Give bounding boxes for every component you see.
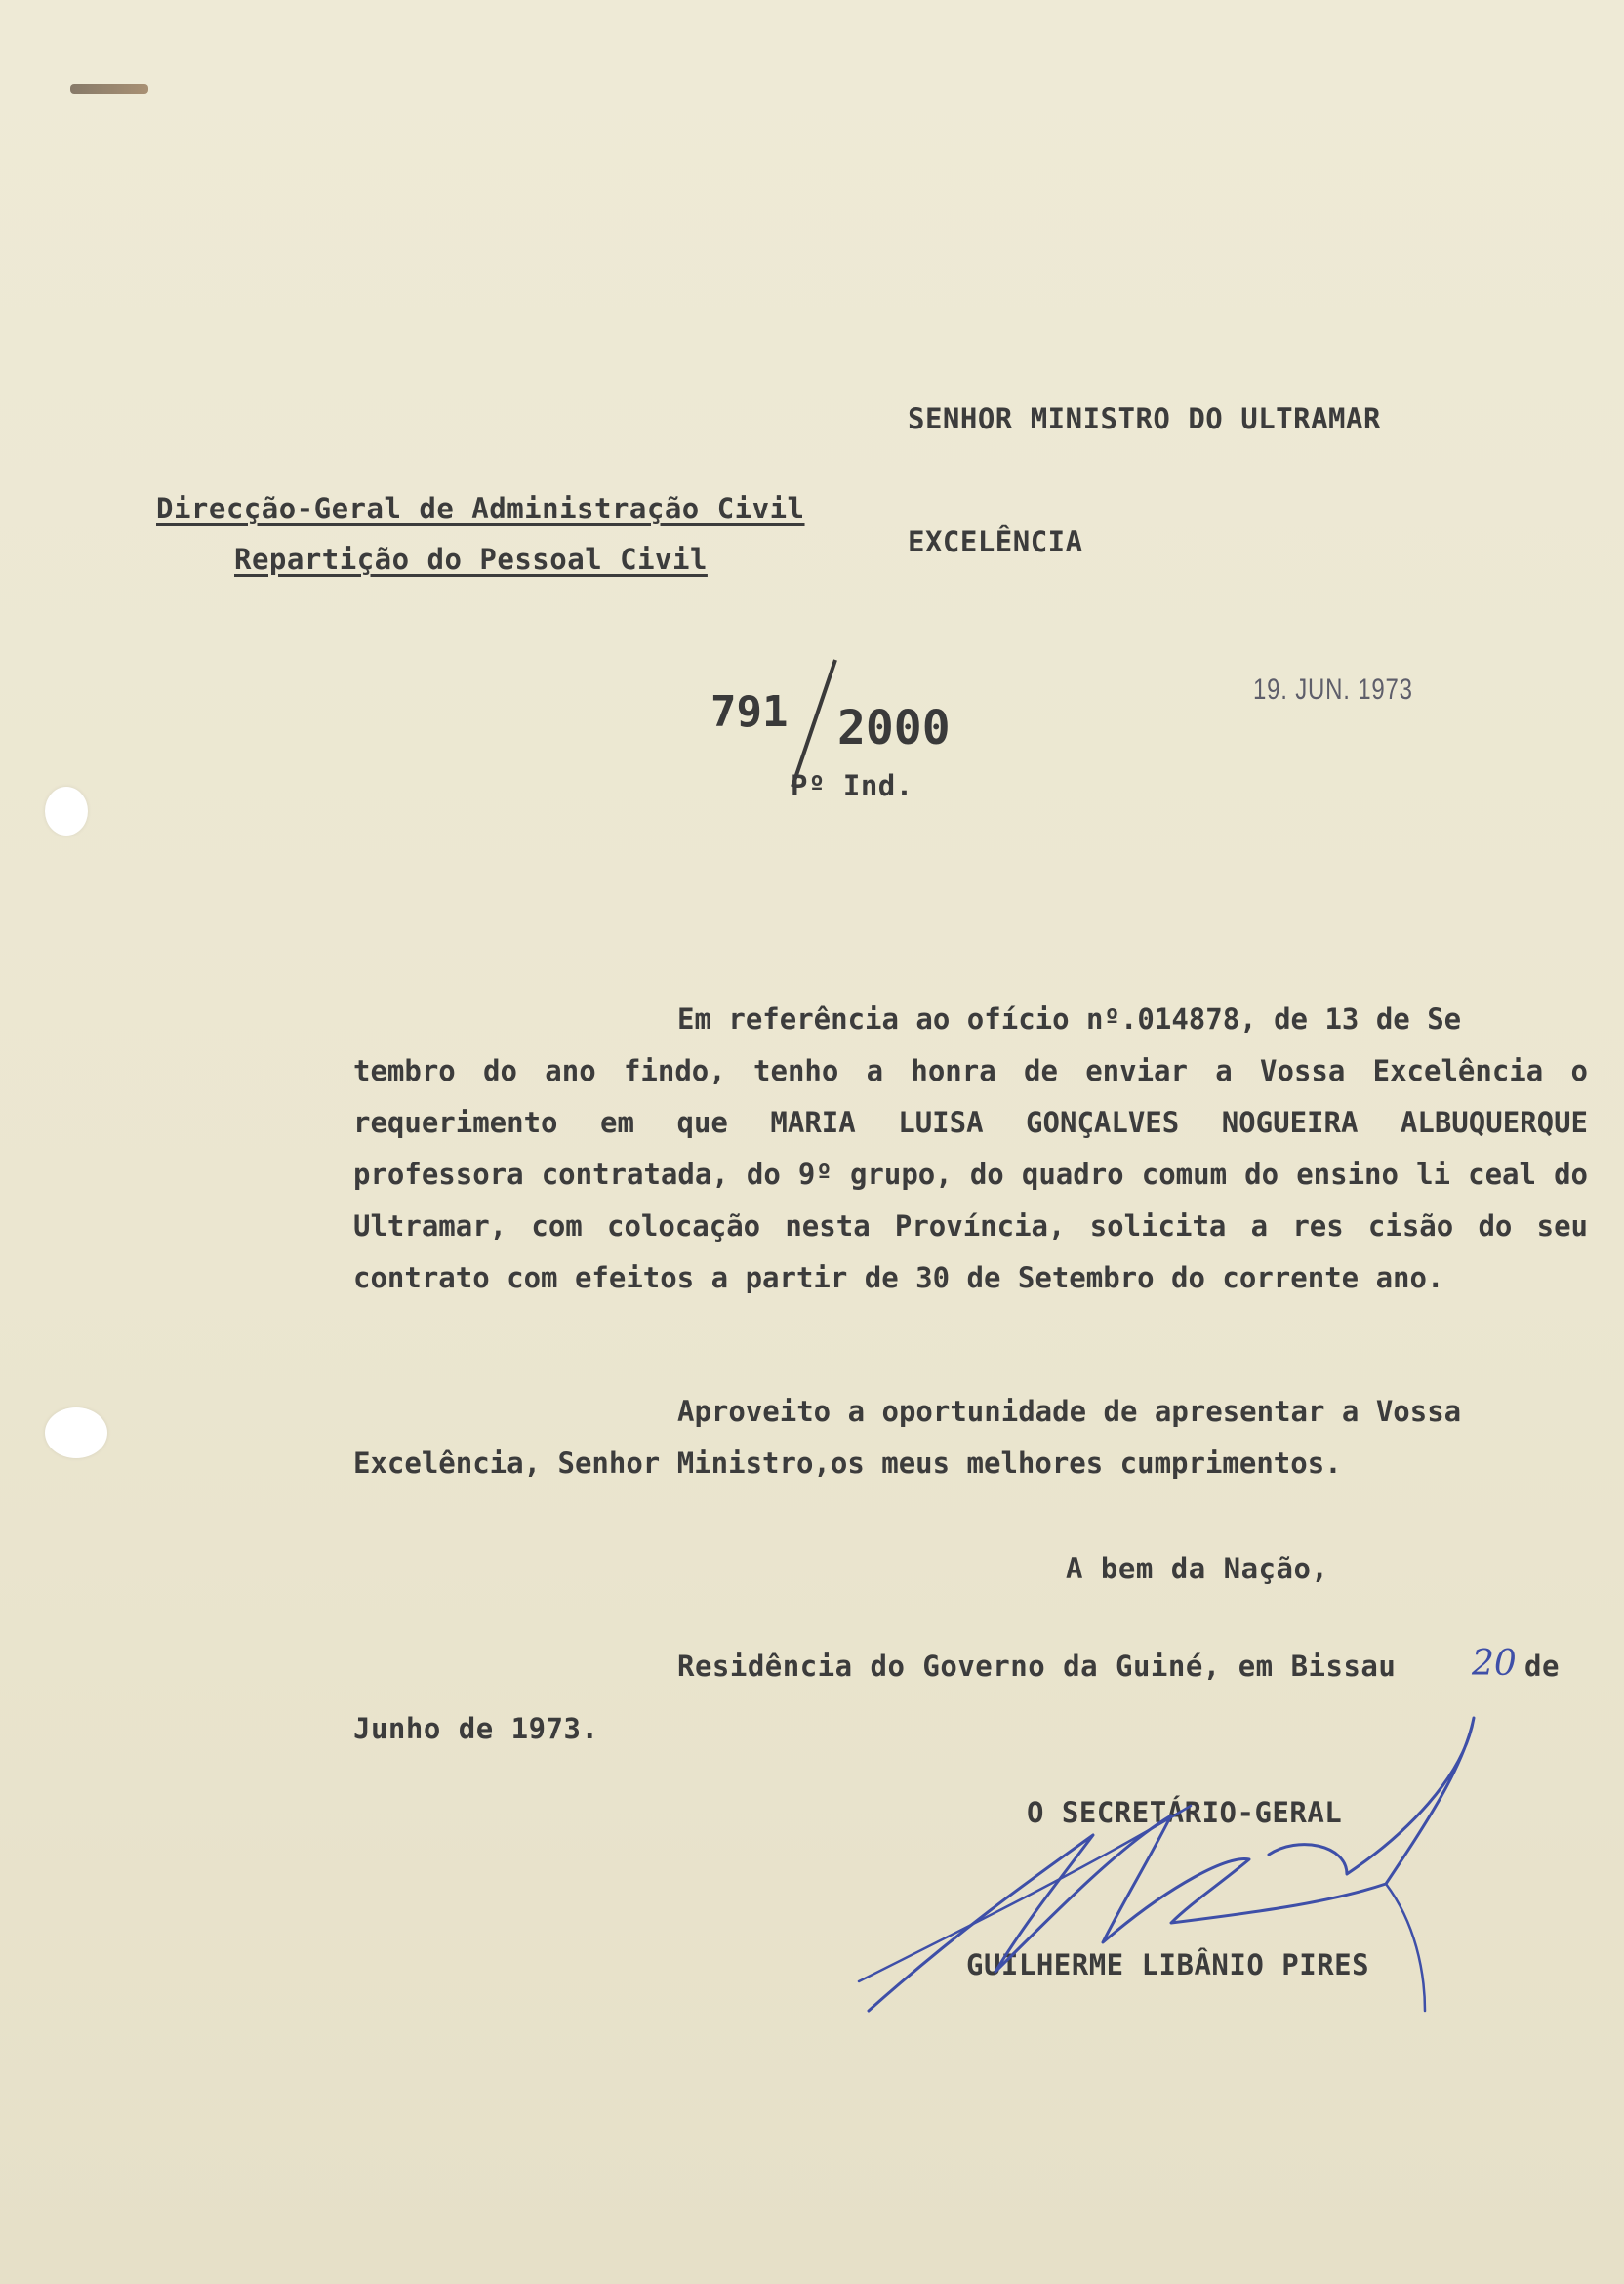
closing: A bem da Nação, <box>1066 1552 1329 1585</box>
paragraph-2-body: Excelência, Senhor Ministro,os meus melhores cumprimentos. <box>353 1447 1342 1480</box>
handwritten-day: 20 <box>1472 1644 1517 1684</box>
reference-number-right: 2000 <box>837 701 951 755</box>
body-paragraph-2 <box>353 1386 1588 1489</box>
addressee: SENHOR MINISTRO DO ULTRAMAR <box>908 402 1381 435</box>
received-date-stamp: 19. JUN. 1973 <box>1253 673 1413 706</box>
paragraph-1-body: tembro do ano findo, tenho a honra de enviar a Vossa Excelência o requerimento em que MARIA LUISA GONÇALVES NOGUEIRA ALBUQUERQUE professora contratada, do 9º grupo, do quadro comum do ensino li ceal do Ultramar, com colocação nesta Província, solicita a res cisão do seu contrato com efeitos a partir de 30 de Setembro do corrente ano. <box>353 1054 1588 1294</box>
sender-line-1: Direcção-Geral de Administração Civil <box>156 492 805 525</box>
paragraph-1-first-line: Em referência ao ofício nº.014878, de 13 de Se <box>677 1002 1462 1036</box>
reference-number-left: 791 <box>710 687 789 737</box>
signatory-title: O SECRETÁRIO-GERAL <box>1027 1796 1343 1829</box>
sender-line-2: Repartição do Pessoal Civil <box>234 543 708 576</box>
paragraph-2-first-line: Aproveito a oportunidade de apresentar a Vossa <box>677 1395 1462 1428</box>
salutation: EXCELÊNCIA <box>908 525 1083 558</box>
place-date-line-2: Junho de 1973. <box>353 1712 599 1745</box>
place-date-line-1: Residência do Governo da Guiné, em Bissau <box>677 1650 1397 1683</box>
punch-hole-top <box>45 787 88 836</box>
handwritten-signature <box>839 1689 1503 2020</box>
punch-hole-bottom <box>45 1407 107 1458</box>
signatory-name: GUILHERME LIBÂNIO PIRES <box>966 1948 1370 1981</box>
place-date-line-1-end: de <box>1524 1650 1560 1683</box>
body-paragraph-1 <box>353 994 1588 1304</box>
paper-mark <box>70 84 148 94</box>
reference-suffix: Pº Ind. <box>791 769 914 802</box>
